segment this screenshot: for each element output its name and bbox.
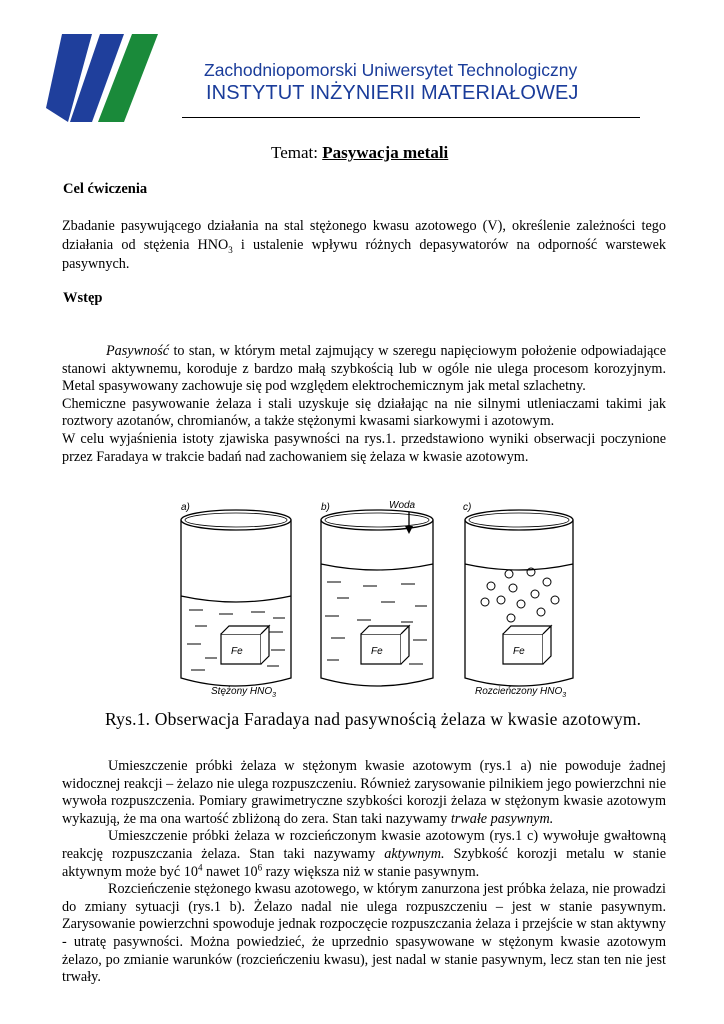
water-label: Woda — [389, 500, 416, 511]
header-divider — [182, 117, 640, 118]
fe-label-b: Fe — [371, 646, 383, 657]
beaker-c — [463, 502, 573, 686]
goal-text-end: i ustalenie wpływu różnych depasywatorów na odporność warstewek pasywnych. — [62, 237, 666, 272]
fe-label-a: Fe — [231, 646, 243, 657]
intro-p3: W celu wyjaśnienia istoty zjawiska pasywności na rys.1. przedstawiono wyniki obserwacji poczynione przez Faradaya w trakcie badań nad zachowaniem się żelaza w kwasie azotowym. — [62, 430, 666, 465]
goal-heading: Cel ćwiczenia — [63, 181, 148, 197]
figure-label-c: c) — [463, 502, 472, 513]
university-logo — [40, 34, 160, 122]
body-p4 — [62, 758, 666, 828]
intro-p1 — [62, 343, 666, 396]
goal-formula-sub: 3 — [228, 244, 233, 255]
topic-label: Temat: — [271, 143, 318, 162]
intro-p2: Chemiczne pasywowanie żelaza i stali uzyskuje się działając na nie silnymi utleniaczami takimi jak roztwory azotanów, chromianów, a także stężonymi kwasami siarkowymi i azotowym. — [62, 395, 666, 430]
figure-label-a: a) — [181, 502, 190, 513]
exponent-4: 4 — [197, 861, 203, 872]
caption-diluted: Rozcieńczony $HNO_3$ — [475, 686, 567, 699]
body-p5-text-3: nawet 10 — [202, 863, 258, 880]
fe-cube-b — [361, 626, 409, 664]
body-p4-text: Umieszczenie próbki żelaza w stężonym kwasie azotowym (rys.1 a) nie powoduje żadnej widocznej reakcji – żelazo nie ulega rozpuszczeniu. Również zarysowanie pilnikiem jego powierzchni nie wywoła rozpuszczenia. Pomiary grawimetryczne szybkości korozji żelaza w stężonym kwasie azotowym wykazują, że ma ona wartość zbliżoną do zera. Stan taki nazywamy — [62, 758, 666, 827]
intro-paragraphs — [62, 343, 666, 466]
fe-label-c: Fe — [513, 646, 525, 657]
figure-label-b: b) — [321, 502, 330, 513]
body-p5-text: Umieszczenie próbki żelaza w rozcieńczonym kwasie azotowym (rys.1 c) wywołuje gwałtowną reakcję rozpuszczania żelaza. Stan taki nazywamy — [62, 828, 666, 862]
institute-name: INSTYTUT INŻYNIERII MATERIAŁOWEJ — [206, 82, 579, 104]
gas-bubbles — [481, 568, 559, 622]
goal-text-start: Zbadanie pasywującego działania na stal stężonego kwasu azotowego (V), określenie zależności tego działania od stężenia HNO — [62, 218, 666, 253]
term-active: aktywnym. — [384, 845, 445, 862]
goal-paragraph — [62, 217, 666, 274]
water-arrow — [405, 512, 413, 534]
body-p5-text-4: razy większa niż w stanie pasywnym. — [262, 863, 480, 880]
figure-caption: Rys.1. Obserwacja Faradaya nad pasywnością żelaza w kwasie azotowym. — [105, 709, 642, 729]
topic-line — [271, 143, 448, 163]
fe-cube-a — [221, 626, 269, 664]
beaker-b — [321, 500, 433, 686]
intro-heading: Wstęp — [63, 290, 103, 306]
body-p5 — [62, 828, 666, 881]
body-p5-text-2: Szybkość korozji metalu w stanie aktywnym może być 10 — [62, 845, 667, 880]
exponent-6: 6 — [257, 861, 263, 872]
caption-concentrated: Stężony $HNO_3$ — [211, 686, 277, 699]
body-paragraphs — [62, 758, 666, 987]
intro-term-passivity: Pasywność — [106, 343, 170, 359]
topic-title: Pasywacja metali — [322, 143, 449, 162]
intro-p1-text: to stan, w którym metal zajmujący w szeregu napięciowym położenie odpowiadające stanowi aktywnemu, koroduje z bardzo małą szybkością lub w ogóle nie ulega procesom korozyjnym. Metal spasywowany zachowuje się pod względem elektrochemicznym jak metal szlachetny. — [62, 343, 666, 395]
term-permanent-passive: trwałe pasywnym. — [450, 810, 554, 827]
faraday-figure — [175, 498, 585, 704]
university-name: Zachodniopomorski Uniwersytet Technologiczny — [204, 60, 578, 80]
fe-cube-c — [503, 626, 551, 664]
body-p6: Rozcieńczenie stężonego kwasu azotowego, w którym zanurzona jest próbka żelaza, nie prowadzi do zmiany sytuacji (rys.1 b). Żelazo nadal nie ulega rozpuszczeniu – jest w stanie pasywnym. Zarysowanie powierzchni spowoduje jednak rozpoczęcie rozpuszczania żelaza i przejście w stan aktywny - utratę pasywności. Można powiedzieć, że uprzednio spasywowane w stężonym kwasie azotowym żelazo, po zmianie warunków (rozcieńczeniu kwasu), jest nadal w stanie pasywnym, lecz stan ten nie jest trwały. — [62, 881, 666, 986]
beaker-a — [181, 502, 291, 686]
